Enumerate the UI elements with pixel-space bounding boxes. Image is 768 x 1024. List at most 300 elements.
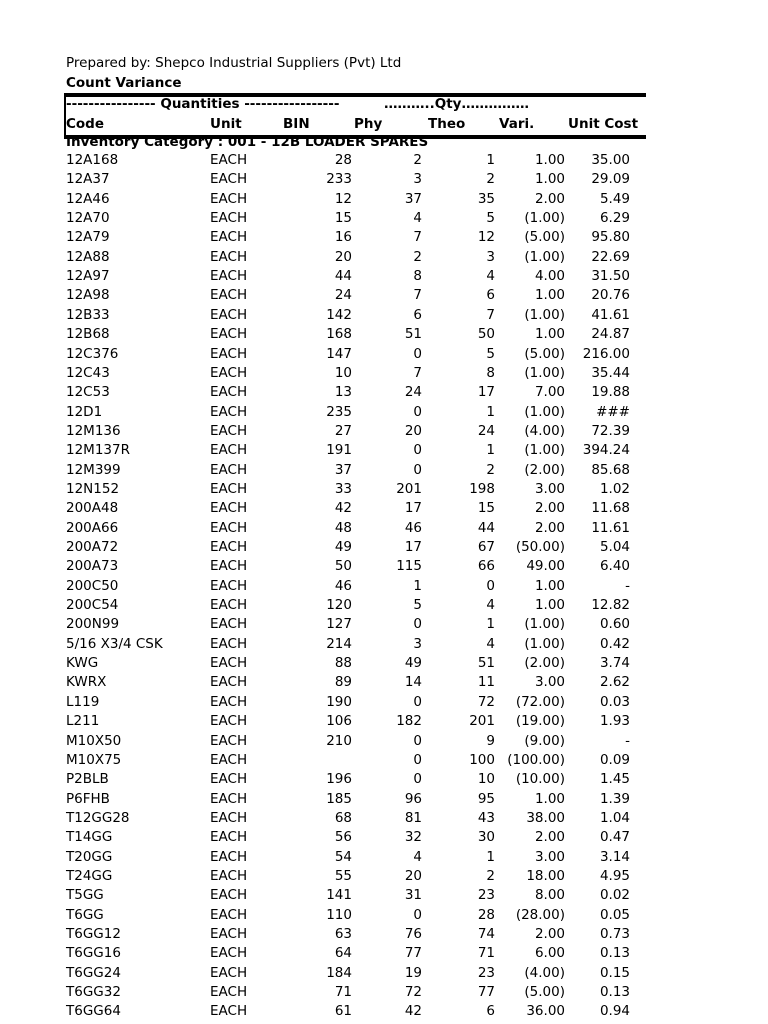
theo-qty: 2 [486,171,495,188]
item-unit: EACH [210,616,248,633]
variance: 49.00 [526,558,565,575]
item-code: 200A73 [66,558,119,575]
variance: (72.00) [515,693,565,710]
item-unit: EACH [210,945,248,962]
phy-qty: 0 [413,403,422,420]
phy-qty: 1 [413,577,422,594]
theo-qty: 4 [486,268,495,285]
item-code: T5GG [66,887,104,904]
unit-cost: 0.42 [599,635,630,652]
phy-qty: 0 [413,345,422,362]
phy-qty: 51 [404,326,422,343]
item-unit: EACH [210,326,248,343]
item-code: L211 [66,713,100,730]
item-code: 12D1 [66,403,103,420]
theo-qty: 17 [477,384,495,401]
table-row [0,925,640,944]
item-unit: EACH [210,867,248,884]
item-code: T6GG24 [66,964,121,981]
phy-qty: 20 [404,422,422,439]
bin-qty: 28 [334,152,352,168]
bin-qty: 184 [326,964,352,981]
unit-cost: 35.44 [591,364,630,381]
variance: (5.00) [524,229,565,246]
variance: 6.00 [534,945,565,962]
table-row [0,209,640,228]
table-row [0,751,640,770]
phy-qty: 4 [413,848,422,865]
table-row [0,325,640,344]
bin-qty: 13 [334,384,352,401]
item-code: P2BLB [66,771,109,788]
unit-cost: 35.00 [591,152,630,168]
theo-qty: 28 [477,906,495,923]
phy-qty: 42 [404,1003,422,1020]
col-theo-header: Theo [428,116,466,132]
item-code: KWRX [66,674,107,691]
theo-qty: 77 [477,984,495,1001]
bin-qty: 120 [326,597,352,614]
item-code: 12A37 [66,171,110,188]
item-code: 5/16 X3/4 CSK [66,635,163,652]
phy-qty: 24 [404,384,422,401]
variance: (1.00) [524,442,565,459]
bin-qty: 55 [334,867,352,884]
table-row [0,499,640,518]
bin-qty: 44 [334,268,352,285]
bin-qty: 49 [334,539,352,555]
bin-qty: 54 [334,848,352,865]
item-code: T20GG [66,848,113,865]
col-unit-cost-header: Unit Cost [568,116,639,132]
theo-qty: 72 [477,693,495,710]
variance: (1.00) [524,635,565,652]
theo-qty: 23 [477,964,495,981]
table-row [0,848,640,867]
bin-qty: 68 [334,809,352,826]
item-unit: EACH [210,848,248,865]
unit-cost: 29.09 [591,171,630,188]
variance: 1.00 [534,597,565,614]
phy-qty: 20 [404,867,422,884]
bin-qty: 127 [326,616,352,633]
table-row [0,441,640,460]
table-row [0,306,640,325]
theo-qty: 95 [477,790,495,807]
unit-cost: 41.61 [591,306,630,323]
item-code: 200C50 [66,577,119,594]
phy-qty: 37 [404,190,422,207]
bin-qty: 56 [334,829,352,846]
item-unit: EACH [210,539,248,555]
table-row [0,345,640,364]
bin-qty: 50 [334,558,352,575]
unit-cost: 6.29 [599,210,630,227]
variance: (1.00) [524,364,565,381]
item-unit: EACH [210,577,248,594]
item-code: 200A72 [66,539,119,555]
item-unit: EACH [210,751,248,768]
item-code: 12A88 [66,248,110,265]
bin-qty: 142 [326,306,352,323]
table-row [0,190,640,209]
theo-qty: 50 [477,326,495,343]
variance: 7.00 [534,384,565,401]
phy-qty: 3 [413,635,422,652]
unit-cost: 1.93 [599,713,630,730]
table-row [0,944,640,963]
item-code: P6FHB [66,790,110,807]
item-unit: EACH [210,519,248,536]
unit-cost: 2.62 [599,674,630,691]
variance: 3.00 [534,848,565,865]
phy-qty: 7 [413,287,422,304]
table-row [0,267,640,286]
variance: (2.00) [524,461,565,478]
col-phy-header: Phy [354,116,383,132]
unit-cost: 1.04 [599,809,630,826]
table-row [0,732,640,751]
theo-qty: 6 [486,1003,495,1020]
bin-qty: 89 [334,674,352,691]
bin-qty: 46 [334,577,352,594]
variance: (28.00) [515,906,565,923]
phy-qty: 32 [404,829,422,846]
item-unit: EACH [210,887,248,904]
item-code: T14GG [66,829,113,846]
variance: 1.00 [534,790,565,807]
item-unit: EACH [210,771,248,788]
item-unit: EACH [210,655,248,672]
item-unit: EACH [210,248,248,265]
phy-qty: 0 [413,693,422,710]
col-vari-header: Vari. [499,116,535,132]
unit-cost: - [625,577,630,594]
bin-qty: 210 [326,732,352,749]
unit-cost: 0.13 [599,945,630,962]
item-unit: EACH [210,442,248,459]
unit-cost: 11.61 [591,519,630,536]
item-unit: EACH [210,384,248,401]
item-code: 12B68 [66,326,110,343]
bin-qty: 185 [326,790,352,807]
theo-qty: 5 [486,345,495,362]
item-unit: EACH [210,210,248,227]
unit-cost: ### [596,403,630,420]
theo-qty: 1 [486,442,495,459]
unit-cost: 3.14 [599,848,630,865]
item-code: 12A46 [66,190,110,207]
phy-qty: 77 [404,945,422,962]
bin-qty: 141 [326,887,352,904]
unit-cost: 3.74 [599,655,630,672]
unit-cost: 22.69 [591,248,630,265]
item-code: T6GG [66,906,104,923]
bin-qty: 147 [326,345,352,362]
item-unit: EACH [210,229,248,246]
table-row [0,693,640,712]
bin-qty: 61 [334,1003,352,1020]
variance: (1.00) [524,210,565,227]
phy-qty: 14 [404,674,422,691]
item-unit: EACH [210,732,248,749]
item-code: 12A98 [66,287,110,304]
item-unit: EACH [210,964,248,981]
phy-qty: 6 [413,306,422,323]
theo-qty: 74 [477,926,495,942]
table-row [0,577,640,596]
item-code: 12A168 [66,152,119,168]
theo-qty: 2 [486,461,495,478]
bin-qty: 88 [334,655,352,672]
table-row [0,248,640,267]
table-row [0,906,640,925]
variance: (10.00) [515,771,565,788]
unit-cost: 12.82 [591,597,630,614]
phy-qty: 17 [404,539,422,555]
inventory-category: Inventory Category : 001 - 12B LOADER SPARES [66,134,429,150]
theo-qty: 9 [486,732,495,749]
phy-qty: 201 [396,480,422,497]
unit-cost: 11.68 [591,500,630,517]
unit-cost: 1.39 [599,790,630,807]
item-code: M10X75 [66,751,122,768]
unit-cost: 6.40 [599,558,630,575]
bin-qty: 190 [326,693,352,710]
bin-qty: 33 [334,480,352,497]
variance: (4.00) [524,964,565,981]
unit-cost: 0.05 [599,906,630,923]
table-row [0,809,640,828]
phy-qty: 0 [413,616,422,633]
theo-qty: 7 [486,306,495,323]
item-unit: EACH [210,403,248,420]
phy-qty: 17 [404,500,422,517]
theo-qty: 12 [477,229,495,246]
phy-qty: 3 [413,171,422,188]
phy-qty: 0 [413,442,422,459]
variance: 8.00 [534,887,565,904]
theo-qty: 23 [477,887,495,904]
variance: (4.00) [524,422,565,439]
variance: (1.00) [524,403,565,420]
item-code: T6GG64 [66,1003,121,1020]
theo-qty: 71 [477,945,495,962]
variance: 1.00 [534,287,565,304]
variance: 1.00 [534,577,565,594]
variance: (9.00) [524,732,565,749]
bin-qty: 64 [334,945,352,962]
phy-qty: 0 [413,771,422,788]
item-code: 12C376 [66,345,119,362]
table-row [0,867,640,886]
phy-qty: 49 [404,655,422,672]
variance: (2.00) [524,655,565,672]
bin-qty: 37 [334,461,352,478]
bin-qty: 10 [334,364,352,381]
unit-cost: 0.73 [599,926,630,942]
item-unit: EACH [210,461,248,478]
item-code: 12A70 [66,210,110,227]
item-unit: EACH [210,306,248,323]
variance: (1.00) [524,306,565,323]
item-unit: EACH [210,809,248,826]
phy-qty: 46 [404,519,422,536]
table-row [0,538,640,557]
unit-cost: 0.13 [599,984,630,1001]
theo-qty: 3 [486,248,495,265]
phy-qty: 0 [413,751,422,768]
table-row [0,712,640,731]
report-title: Count Variance [66,75,182,91]
table-row [0,480,640,499]
bin-qty: 16 [334,229,352,246]
item-code: T6GG12 [66,926,121,942]
item-unit: EACH [210,984,248,1001]
variance: 2.00 [534,519,565,536]
variance: 1.00 [534,152,565,168]
variance: (100.00) [507,751,565,768]
item-unit: EACH [210,906,248,923]
unit-cost: 1.45 [599,771,630,788]
table-row [0,1002,640,1021]
phy-qty: 7 [413,364,422,381]
unit-cost: 85.68 [591,461,630,478]
item-code: 12M137R [66,442,130,459]
item-unit: EACH [210,790,248,807]
bin-qty: 191 [326,442,352,459]
theo-qty: 10 [477,771,495,788]
unit-cost: 20.76 [591,287,630,304]
unit-cost: 0.15 [599,964,630,981]
item-unit: EACH [210,597,248,614]
phy-qty: 0 [413,906,422,923]
theo-qty: 66 [477,558,495,575]
item-code: T12GG28 [66,809,130,826]
theo-qty: 30 [477,829,495,846]
item-unit: EACH [210,480,248,497]
theo-qty: 0 [486,577,495,594]
item-code: 200N99 [66,616,120,633]
item-unit: EACH [210,268,248,285]
phy-qty: 19 [404,964,422,981]
bin-qty: 196 [326,771,352,788]
variance: 18.00 [526,867,565,884]
item-unit: EACH [210,558,248,575]
table-row [0,383,640,402]
item-unit: EACH [210,422,248,439]
theo-qty: 35 [477,190,495,207]
item-code: 200A48 [66,500,119,517]
theo-qty: 4 [486,597,495,614]
theo-qty: 51 [477,655,495,672]
table-row [0,228,640,247]
table-row [0,519,640,538]
item-code: 12A97 [66,268,110,285]
unit-cost: 72.39 [591,422,630,439]
item-code: L119 [66,693,100,710]
item-unit: EACH [210,926,248,942]
theo-qty: 44 [477,519,495,536]
table-row [0,422,640,441]
bin-qty: 214 [326,635,352,652]
table-row [0,170,640,189]
variance: 2.00 [534,500,565,517]
variance: 36.00 [526,1003,565,1020]
unit-cost: 1.02 [599,480,630,497]
phy-qty: 72 [404,984,422,1001]
variance: (5.00) [524,345,565,362]
col-unit-header: Unit [210,116,242,132]
item-code: 12N152 [66,480,120,497]
unit-cost: 95.80 [591,229,630,246]
item-unit: EACH [210,635,248,652]
unit-cost: 4.95 [599,867,630,884]
theo-qty: 24 [477,422,495,439]
table-row [0,828,640,847]
unit-cost: - [625,732,630,749]
table-row [0,615,640,634]
unit-cost: 0.94 [599,1003,630,1020]
item-unit: EACH [210,713,248,730]
variance: 1.00 [534,171,565,188]
item-unit: EACH [210,674,248,691]
variance: 38.00 [526,809,565,826]
table-row [0,964,640,983]
bin-qty: 48 [334,519,352,536]
phy-qty: 182 [396,713,422,730]
prepared-by: Prepared by: Shepco Industrial Suppliers (Pvt) Ltd [66,55,402,71]
table-row [0,364,640,383]
table-row [0,286,640,305]
phy-qty: 96 [404,790,422,807]
table-row [0,886,640,905]
table-row [0,596,640,615]
table-row [0,983,640,1002]
theo-qty: 67 [477,539,495,555]
unit-cost: 216.00 [582,345,630,362]
variance: 3.00 [534,480,565,497]
theo-qty: 8 [486,364,495,381]
theo-qty: 4 [486,635,495,652]
unit-cost: 0.02 [599,887,630,904]
phy-qty: 8 [413,268,422,285]
bin-qty: 106 [326,713,352,730]
variance: 4.00 [534,268,565,285]
item-code: 12A79 [66,229,110,246]
phy-qty: 0 [413,732,422,749]
theo-qty: 201 [469,713,495,730]
item-code: M10X50 [66,732,122,749]
item-code: 12C53 [66,384,110,401]
bin-qty: 235 [326,403,352,420]
variance: (1.00) [524,616,565,633]
theo-qty: 1 [486,848,495,865]
item-unit: EACH [210,345,248,362]
item-code: 12M136 [66,422,121,439]
theo-qty: 43 [477,809,495,826]
unit-cost: 0.47 [599,829,630,846]
item-code: T6GG16 [66,945,121,962]
unit-cost: 0.09 [599,751,630,768]
phy-qty: 2 [413,152,422,168]
item-code: 200C54 [66,597,119,614]
table-row [0,461,640,480]
item-code: 200A66 [66,519,119,536]
table-row [0,403,640,422]
variance: 2.00 [534,829,565,846]
item-unit: EACH [210,287,248,304]
